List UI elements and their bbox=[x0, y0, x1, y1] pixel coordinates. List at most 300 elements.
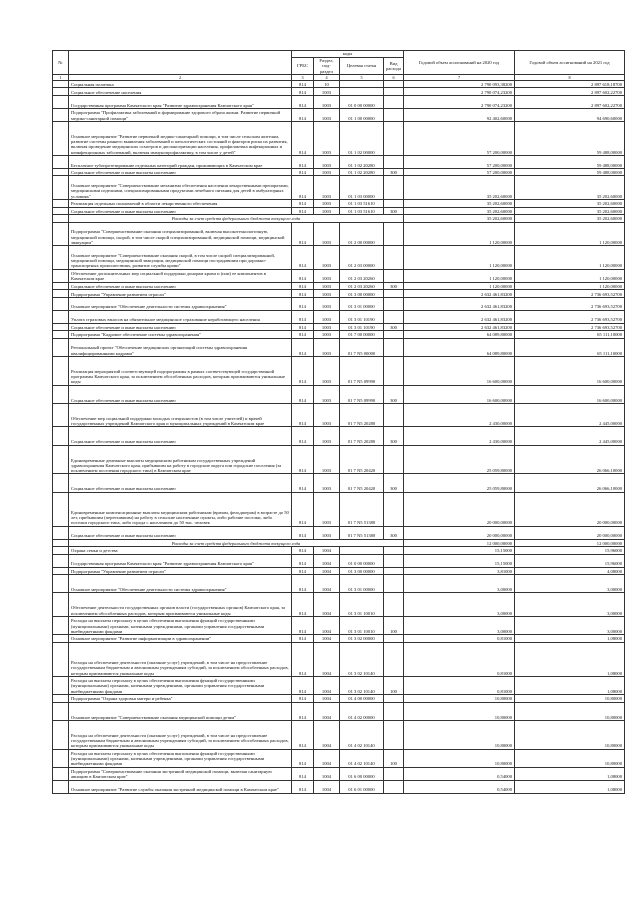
cell-amount-2020: 3,00000 bbox=[404, 593, 515, 617]
cell-amount-2020: 20 000,00000 bbox=[404, 526, 515, 539]
table-row bbox=[53, 749, 625, 767]
cell-razdel: 1003 bbox=[314, 385, 340, 403]
cell-amount-2020: 2 430,00000 bbox=[404, 427, 515, 445]
cell-name: Основное мероприятие "Обеспечение деятельности системы здравоохранения" bbox=[69, 297, 292, 310]
cell-vid bbox=[384, 695, 404, 703]
cell-celevaya: 01 1 03 51610 bbox=[340, 199, 384, 207]
cell-amount-2020: 1 120,00000 bbox=[404, 222, 515, 246]
budget-table-sheet bbox=[52, 50, 624, 794]
cell-vid bbox=[384, 575, 404, 593]
cell-num bbox=[53, 215, 69, 223]
cell-amount-2021: 2 897 618,18700 bbox=[515, 80, 625, 88]
cell-name: Социальное обеспечение и иные выплаты населению bbox=[69, 282, 292, 290]
cell-celevaya: 01 3 01 10010 bbox=[340, 593, 384, 617]
cell-num bbox=[53, 338, 69, 356]
cell-name: Социальное обеспечение и иные выплаты населению bbox=[69, 207, 292, 215]
cell-vid bbox=[384, 445, 404, 474]
cell-num bbox=[53, 207, 69, 215]
table-row bbox=[53, 108, 625, 121]
cell-celevaya: 01 3 02 10140 bbox=[340, 676, 384, 694]
cell-num bbox=[53, 290, 69, 298]
table-row bbox=[53, 526, 625, 539]
cell-amount-2020: 2 790 074,23200 bbox=[404, 88, 515, 96]
table-row bbox=[53, 492, 625, 526]
cell-amount-2020: 2 790 074,23200 bbox=[404, 96, 515, 109]
cell-razdel: 1003 bbox=[314, 297, 340, 310]
cell-name: Реализация отдельных полномочий в области лекарственного обеспечения bbox=[69, 199, 292, 207]
cell-amount-2021: 10,80000 bbox=[515, 749, 625, 767]
cell-vid bbox=[384, 492, 404, 526]
cell-razdel: 1003 bbox=[314, 331, 340, 339]
cell-name: Расходы на обеспечение деятельности (оказание услуг) учреждений, в том числе на предоставление государственным бюджетным и автономным учреждениям субсидий, за исключением обособленных расходов, которым присваиваются уникальные коды bbox=[69, 720, 292, 749]
cell-razdel: 1003 bbox=[314, 290, 340, 298]
cell-name: Государственная программа Камчатского края "Развитие здравоохранения Камчатского края" bbox=[69, 96, 292, 109]
cell-amount-2021: 16 600,00000 bbox=[515, 356, 625, 385]
cell-amount-2021: 10,80000 bbox=[515, 702, 625, 720]
cell-celevaya: 01 7 N5 20280 bbox=[340, 427, 384, 445]
cell-amount-2021: 10,80000 bbox=[515, 695, 625, 703]
cell-num bbox=[53, 199, 69, 207]
table-row bbox=[53, 297, 625, 310]
cell-vid bbox=[384, 356, 404, 385]
cell-amount-2021: 2 445,00000 bbox=[515, 427, 625, 445]
cell-celevaya: 01 7 N5 20280 bbox=[340, 403, 384, 427]
cell-num bbox=[53, 767, 69, 780]
colnum-2: 2 bbox=[69, 74, 292, 80]
cell-razdel: 1004 bbox=[314, 593, 340, 617]
cell-vid: 300 bbox=[384, 474, 404, 492]
cell-name: Подпрограмма "Кадровое обеспечение системы здравоохранения" bbox=[69, 331, 292, 339]
cell-razdel: 1004 bbox=[314, 720, 340, 749]
cell-vid bbox=[384, 80, 404, 88]
cell-name: Подпрограмма "Управление развитием отрасли" bbox=[69, 567, 292, 575]
cell-razdel: 1004 bbox=[314, 749, 340, 767]
cell-grbs: 814 bbox=[292, 269, 314, 282]
cell-amount-2021: 20 000,00000 bbox=[515, 526, 625, 539]
cell-grbs: 814 bbox=[292, 80, 314, 88]
cell-name: Основное мероприятие "Развитие первичной медико-санитарной помощи, в том числе сельским жителям, развитие системы раннего выявления заболеваний и патологических состояний и факторов риска их развития, включая проведение медицинских осмотров и диспансеризации населения, профилактика инфекционных и неинфекционных заболеваний, включая иммунопрофилактику, в том числе у детей" bbox=[69, 121, 292, 155]
cell-amount-2021: 1 120,00000 bbox=[515, 222, 625, 246]
cell-razdel: 1004 bbox=[314, 616, 340, 634]
table-row bbox=[53, 356, 625, 385]
cell-grbs: 814 bbox=[292, 222, 314, 246]
cell-amount-2021: 4,08000 bbox=[515, 567, 625, 575]
table-row bbox=[53, 593, 625, 617]
table-row bbox=[53, 246, 625, 270]
cell-num bbox=[53, 575, 69, 593]
cell-num bbox=[53, 695, 69, 703]
cell-num bbox=[53, 554, 69, 567]
cell-amount-2021: 26 066,10000 bbox=[515, 474, 625, 492]
cell-amount-2020: 57 200,00000 bbox=[404, 155, 515, 168]
cell-razdel: 1004 bbox=[314, 642, 340, 676]
table-row bbox=[53, 168, 625, 176]
cell-razdel: 1003 bbox=[314, 108, 340, 121]
cell-vid bbox=[384, 567, 404, 575]
cell-amount-2020: 1 120,00000 bbox=[404, 269, 515, 282]
cell-amount-2021: 65 111,10000 bbox=[515, 331, 625, 339]
cell-num bbox=[53, 88, 69, 96]
cell-amount-2020: 10,80000 bbox=[404, 702, 515, 720]
cell-grbs: 814 bbox=[292, 155, 314, 168]
cell-amount-2021: 1 120,00000 bbox=[515, 269, 625, 282]
cell-amount-2021: 1,08000 bbox=[515, 780, 625, 793]
header-amount-2021: Годовой объем ассигнований на 2021 год bbox=[515, 51, 625, 75]
cell-vid: 300 bbox=[384, 526, 404, 539]
cell-amount-2021: 94 690,60000 bbox=[515, 108, 625, 121]
table-row bbox=[53, 575, 625, 593]
cell-grbs: 814 bbox=[292, 445, 314, 474]
cell-vid bbox=[384, 554, 404, 567]
cell-num bbox=[53, 720, 69, 749]
cell-grbs: 814 bbox=[292, 642, 314, 676]
cell-vid: 300 bbox=[384, 282, 404, 290]
cell-amount-2020: 64 089,80000 bbox=[404, 338, 515, 356]
table-row bbox=[53, 567, 625, 575]
cell-amount-2020: 2 632 461,83200 bbox=[404, 290, 515, 298]
cell-celevaya: 01 3 00 00000 bbox=[340, 290, 384, 298]
cell-amount-2020: 10,80000 bbox=[404, 695, 515, 703]
header-grbs: ГРБС bbox=[292, 58, 314, 75]
cell-num bbox=[53, 474, 69, 492]
header-celevaya: Целевая статья bbox=[340, 58, 384, 75]
cell-grbs: 814 bbox=[292, 575, 314, 593]
cell-celevaya: 01 3 00 00000 bbox=[340, 567, 384, 575]
header-num: № bbox=[53, 51, 69, 75]
cell-grbs: 814 bbox=[292, 676, 314, 694]
header-razdel: Раздел, под-раздел bbox=[314, 58, 340, 75]
cell-vid: 300 bbox=[384, 207, 404, 215]
cell-razdel: 1003 bbox=[314, 356, 340, 385]
cell-grbs: 814 bbox=[292, 338, 314, 356]
cell-vid bbox=[384, 297, 404, 310]
cell-grbs: 814 bbox=[292, 290, 314, 298]
cell-amount-2020: 16 600,00000 bbox=[404, 385, 515, 403]
cell-razdel: 1003 bbox=[314, 121, 340, 155]
cell-num bbox=[53, 780, 69, 793]
cell-amount-2020: 2 632 461,83200 bbox=[404, 297, 515, 310]
cell-num bbox=[53, 323, 69, 331]
cell-vid bbox=[384, 155, 404, 168]
cell-vid bbox=[384, 635, 404, 643]
cell-name: Подпрограмма "Совершенствование оказания экстренной медицинской помощи, включая санитарную авиацию в Камчатском крае" bbox=[69, 767, 292, 780]
cell-amount-2021: 1,08000 bbox=[515, 642, 625, 676]
cell-num bbox=[53, 297, 69, 310]
cell-num bbox=[53, 445, 69, 474]
cell-amount-2020: 0,81000 bbox=[404, 676, 515, 694]
cell-num bbox=[53, 593, 69, 617]
table-row bbox=[53, 539, 625, 547]
cell-name: Расходы на выплаты персоналу в целях обеспечения выполнения функций государственными (муниципальными) органами, казенными учреждениями, органами управления государственными внебюджетными фондами bbox=[69, 676, 292, 694]
cell-amount-2021: 65 111,10000 bbox=[515, 338, 625, 356]
cell-amount-2020: 1 120,00000 bbox=[404, 246, 515, 270]
cell-num bbox=[53, 80, 69, 88]
cell-razdel: 1004 bbox=[314, 702, 340, 720]
cell-vid bbox=[384, 108, 404, 121]
cell-num bbox=[53, 269, 69, 282]
cell-razdel: 1003 bbox=[314, 474, 340, 492]
cell-grbs: 814 bbox=[292, 297, 314, 310]
cell-celevaya bbox=[340, 547, 384, 555]
cell-celevaya: 01 4 02 00000 bbox=[340, 702, 384, 720]
cell-amount-2021: 16 600,00000 bbox=[515, 385, 625, 403]
cell-celevaya: 01 3 01 10190 bbox=[340, 323, 384, 331]
table-row bbox=[53, 338, 625, 356]
cell-grbs: 814 bbox=[292, 749, 314, 767]
cell-name: Подпрограмма "Совершенствование оказания специализированной, включая высокотехнологичную, медицинской помощи, скорой, в том числе скорой специализированной, медицинской помощи, медицинской эвакуации" bbox=[69, 222, 292, 246]
cell-amount-2020: 0,54000 bbox=[404, 767, 515, 780]
cell-razdel: 1003 bbox=[314, 445, 340, 474]
cell-vid bbox=[384, 121, 404, 155]
cell-amount-2020: 12 000,00000 bbox=[404, 539, 515, 547]
cell-name: Единовременные денежные выплаты медицинским работникам государственных учреждений здравоохранения Камчатского края, прибывшим на работу в городские округа или городские поселения (за исключением поселения городского типа) в Камчатском крае bbox=[69, 445, 292, 474]
cell-name: Социальное обеспечение и иные выплаты населению bbox=[69, 474, 292, 492]
table-row bbox=[53, 290, 625, 298]
cell-name: Основное мероприятие "Развитие информатизации в здравоохранении" bbox=[69, 635, 292, 643]
cell-amount-2021: 2 897 602,22700 bbox=[515, 88, 625, 96]
cell-celevaya: 01 1 03 00000 bbox=[340, 176, 384, 200]
cell-amount-2021: 1,08000 bbox=[515, 635, 625, 643]
cell-vid bbox=[384, 593, 404, 617]
cell-celevaya: 01 3 01 10190 bbox=[340, 310, 384, 323]
cell-amount-2021: 2 736 693,52700 bbox=[515, 297, 625, 310]
table-row bbox=[53, 720, 625, 749]
cell-amount-2020: 2 632 461,83200 bbox=[404, 310, 515, 323]
budget-table bbox=[52, 50, 625, 794]
cell-amount-2021: 59 488,00000 bbox=[515, 168, 625, 176]
table-row bbox=[53, 702, 625, 720]
table-row bbox=[53, 445, 625, 474]
cell-grbs: 814 bbox=[292, 207, 314, 215]
table-row bbox=[53, 474, 625, 492]
table-row bbox=[53, 403, 625, 427]
cell-razdel: 1003 bbox=[314, 176, 340, 200]
header-name bbox=[69, 51, 292, 75]
cell-num bbox=[53, 96, 69, 109]
cell-celevaya: 01 7 00 00000 bbox=[340, 331, 384, 339]
cell-amount-2021: 2 897 602,22700 bbox=[515, 96, 625, 109]
cell-grbs: 814 bbox=[292, 108, 314, 121]
cell-amount-2021: 1,08000 bbox=[515, 676, 625, 694]
cell-celevaya: 01 3 01 00000 bbox=[340, 575, 384, 593]
cell-vid bbox=[384, 767, 404, 780]
cell-amount-2020: 0,54000 bbox=[404, 780, 515, 793]
cell-num bbox=[53, 246, 69, 270]
cell-grbs: 814 bbox=[292, 492, 314, 526]
cell-grbs: 814 bbox=[292, 176, 314, 200]
cell-razdel: 1003 bbox=[314, 310, 340, 323]
colnum-3: 3 bbox=[292, 74, 314, 80]
cell-amount-2020: 35 202,60000 bbox=[404, 176, 515, 200]
cell-grbs: 814 bbox=[292, 695, 314, 703]
cell-celevaya bbox=[340, 88, 384, 96]
cell-amount-2020: 2 790 093,38200 bbox=[404, 80, 515, 88]
cell-name: Основное мероприятие "Развитие службы оказания экстренной медицинской помощи в Камчатском крае" bbox=[69, 780, 292, 793]
cell-razdel: 1003 bbox=[314, 492, 340, 526]
table-row bbox=[53, 642, 625, 676]
cell-num bbox=[53, 155, 69, 168]
cell-grbs: 814 bbox=[292, 282, 314, 290]
cell-vid bbox=[384, 780, 404, 793]
cell-amount-2021: 59 488,00000 bbox=[515, 121, 625, 155]
cell-num bbox=[53, 492, 69, 526]
cell-celevaya: 01 7 N5 09990 bbox=[340, 356, 384, 385]
cell-amount-2021: 12 000,00000 bbox=[515, 539, 625, 547]
cell-vid bbox=[384, 88, 404, 96]
header-vid: Вид расхода bbox=[384, 58, 404, 75]
cell-amount-2021: 3,00000 bbox=[515, 575, 625, 593]
cell-celevaya: 01 0 00 00000 bbox=[340, 554, 384, 567]
table-row bbox=[53, 121, 625, 155]
cell-name: Социальное обеспечение и иные выплаты населению bbox=[69, 168, 292, 176]
cell-razdel: 1004 bbox=[314, 567, 340, 575]
cell-num bbox=[53, 749, 69, 767]
colnum-5: 5 bbox=[340, 74, 384, 80]
cell-razdel: 1003 bbox=[314, 155, 340, 168]
cell-amount-2020: 57 200,00000 bbox=[404, 121, 515, 155]
cell-name: Региональный проект "Обеспечение медицинских организаций системы здравоохранения квалифицированными кадрами" bbox=[69, 338, 292, 356]
header-amount-2020: Годовой объем ассигнований на 2020 год bbox=[404, 51, 515, 75]
table-row bbox=[53, 767, 625, 780]
cell-celevaya: 01 2 03 20260 bbox=[340, 269, 384, 282]
table-row bbox=[53, 207, 625, 215]
cell-grbs: 814 bbox=[292, 635, 314, 643]
cell-vid bbox=[384, 269, 404, 282]
table-row bbox=[53, 323, 625, 331]
cell-name: Социальное обеспечение и иные выплаты населению bbox=[69, 385, 292, 403]
cell-amount-2020: 10,80000 bbox=[404, 720, 515, 749]
cell-num bbox=[53, 168, 69, 176]
cell-num bbox=[53, 403, 69, 427]
cell-num bbox=[53, 642, 69, 676]
cell-amount-2020: 25 059,80000 bbox=[404, 445, 515, 474]
cell-celevaya: 01 1 02 00000 bbox=[340, 121, 384, 155]
cell-name: Единовременные компенсационные выплаты медицинским работникам (врачам, фельдшерам) в возрасте до 50 лет, прибывшим (переехавшим) на работу в сельские населенные пункты, либо рабочие поселки, либо поселки городского типа, либо города с населением до 50 тыс. человек bbox=[69, 492, 292, 526]
table-row bbox=[53, 176, 625, 200]
cell-amount-2021: 15,96000 bbox=[515, 547, 625, 555]
cell-grbs: 814 bbox=[292, 567, 314, 575]
cell-vid bbox=[384, 331, 404, 339]
cell-vid bbox=[384, 246, 404, 270]
cell-num bbox=[53, 635, 69, 643]
cell-vid bbox=[384, 310, 404, 323]
cell-amount-2020: 15,15000 bbox=[404, 554, 515, 567]
table-row bbox=[53, 635, 625, 643]
cell-razdel: 1003 bbox=[314, 403, 340, 427]
cell-grbs: 814 bbox=[292, 121, 314, 155]
cell-celevaya: 01 2 03 20260 bbox=[340, 282, 384, 290]
cell-razdel: 1003 bbox=[314, 427, 340, 445]
cell-num bbox=[53, 567, 69, 575]
cell-celevaya: 01 1 03 51610 bbox=[340, 207, 384, 215]
colnum-7: 7 bbox=[404, 74, 515, 80]
table-row bbox=[53, 676, 625, 694]
cell-num bbox=[53, 310, 69, 323]
cell-amount-2020: 15,15000 bbox=[404, 547, 515, 555]
cell-grbs: 814 bbox=[292, 331, 314, 339]
cell-celevaya: 01 1 02 20280 bbox=[340, 168, 384, 176]
cell-amount-2021: 2 736 693,52700 bbox=[515, 310, 625, 323]
cell-grbs: 814 bbox=[292, 702, 314, 720]
cell-num bbox=[53, 282, 69, 290]
cell-razdel: 1004 bbox=[314, 547, 340, 555]
cell-razdel: 1003 bbox=[314, 168, 340, 176]
cell-celevaya: 01 3 02 10140 bbox=[340, 642, 384, 676]
cell-razdel: 1003 bbox=[314, 338, 340, 356]
table-row bbox=[53, 331, 625, 339]
cell-celevaya: 01 1 00 00000 bbox=[340, 108, 384, 121]
table-row bbox=[53, 616, 625, 634]
cell-num bbox=[53, 526, 69, 539]
cell-razdel: 1004 bbox=[314, 635, 340, 643]
cell-num bbox=[53, 676, 69, 694]
cell-amount-2020: 25 059,80000 bbox=[404, 474, 515, 492]
cell-amount-2020: 2 430,00000 bbox=[404, 403, 515, 427]
cell-amount-2021: 15,96000 bbox=[515, 554, 625, 567]
cell-name: Подпрограмма "Охрана здоровья матери и ребенка" bbox=[69, 695, 292, 703]
cell-celevaya: 01 6 01 00000 bbox=[340, 780, 384, 793]
cell-celevaya: 01 7 N5 51380 bbox=[340, 526, 384, 539]
cell-num bbox=[53, 222, 69, 246]
cell-vid bbox=[384, 547, 404, 555]
cell-razdel: 1003 bbox=[314, 207, 340, 215]
cell-name: Государственная программа Камчатского края "Развитие здравоохранения Камчатского края" bbox=[69, 554, 292, 567]
cell-num bbox=[53, 547, 69, 555]
cell-num bbox=[53, 331, 69, 339]
cell-grbs: 814 bbox=[292, 780, 314, 793]
cell-num bbox=[53, 427, 69, 445]
cell-vid: 300 bbox=[384, 323, 404, 331]
cell-amount-2021: 35 202,60000 bbox=[515, 207, 625, 215]
cell-razdel: 1003 bbox=[314, 96, 340, 109]
table-row bbox=[53, 199, 625, 207]
cell-grbs: 814 bbox=[292, 96, 314, 109]
cell-num bbox=[53, 356, 69, 385]
cell-celevaya: 01 4 02 10140 bbox=[340, 749, 384, 767]
cell-amount-2020: 92 402,60000 bbox=[404, 108, 515, 121]
cell-vid bbox=[384, 338, 404, 356]
cell-grbs: 814 bbox=[292, 403, 314, 427]
cell-vid bbox=[384, 222, 404, 246]
table-row bbox=[53, 385, 625, 403]
cell-razdel: 1004 bbox=[314, 767, 340, 780]
cell-amount-2021: 26 066,10000 bbox=[515, 445, 625, 474]
cell-celevaya: 01 6 00 00000 bbox=[340, 767, 384, 780]
cell-note: Расходы за счет средств федерального бюджета текущего года bbox=[69, 215, 404, 223]
cell-name: Обеспечение деятельности государственных органов власти (государственных органов) Камчатского края, за исключением обособленных расходов, которым присваиваются уникальные коды bbox=[69, 593, 292, 617]
cell-celevaya: 01 3 01 00000 bbox=[340, 297, 384, 310]
cell-name: Бесплатное зубопротезирование отдельных категорий граждан, проживающих в Камчатском крае bbox=[69, 155, 292, 168]
cell-celevaya: 01 3 02 00000 bbox=[340, 635, 384, 643]
cell-vid bbox=[384, 96, 404, 109]
cell-grbs: 814 bbox=[292, 199, 314, 207]
cell-num bbox=[53, 616, 69, 634]
cell-amount-2020: 35 202,60000 bbox=[404, 199, 515, 207]
cell-name: Подпрограмма "Управление развитием отрасли" bbox=[69, 290, 292, 298]
table-row bbox=[53, 96, 625, 109]
cell-vid bbox=[384, 290, 404, 298]
cell-amount-2021: 1 120,00000 bbox=[515, 246, 625, 270]
cell-razdel: 1003 bbox=[314, 269, 340, 282]
colnum-4: 4 bbox=[314, 74, 340, 80]
cell-vid bbox=[384, 720, 404, 749]
cell-name: Расходы на выплаты персоналу в целях обеспечения выполнения функций государственными (муниципальными) органами, казенными учреждениями, органами управления государственными внебюджетными фондами bbox=[69, 616, 292, 634]
header-codes: коды bbox=[292, 51, 404, 58]
cell-name: Основное мероприятие "Обеспечение деятельности системы здравоохранения" bbox=[69, 575, 292, 593]
cell-grbs: 814 bbox=[292, 554, 314, 567]
cell-grbs: 814 bbox=[292, 246, 314, 270]
cell-name: Социальное обеспечение и иные выплаты населению bbox=[69, 323, 292, 331]
